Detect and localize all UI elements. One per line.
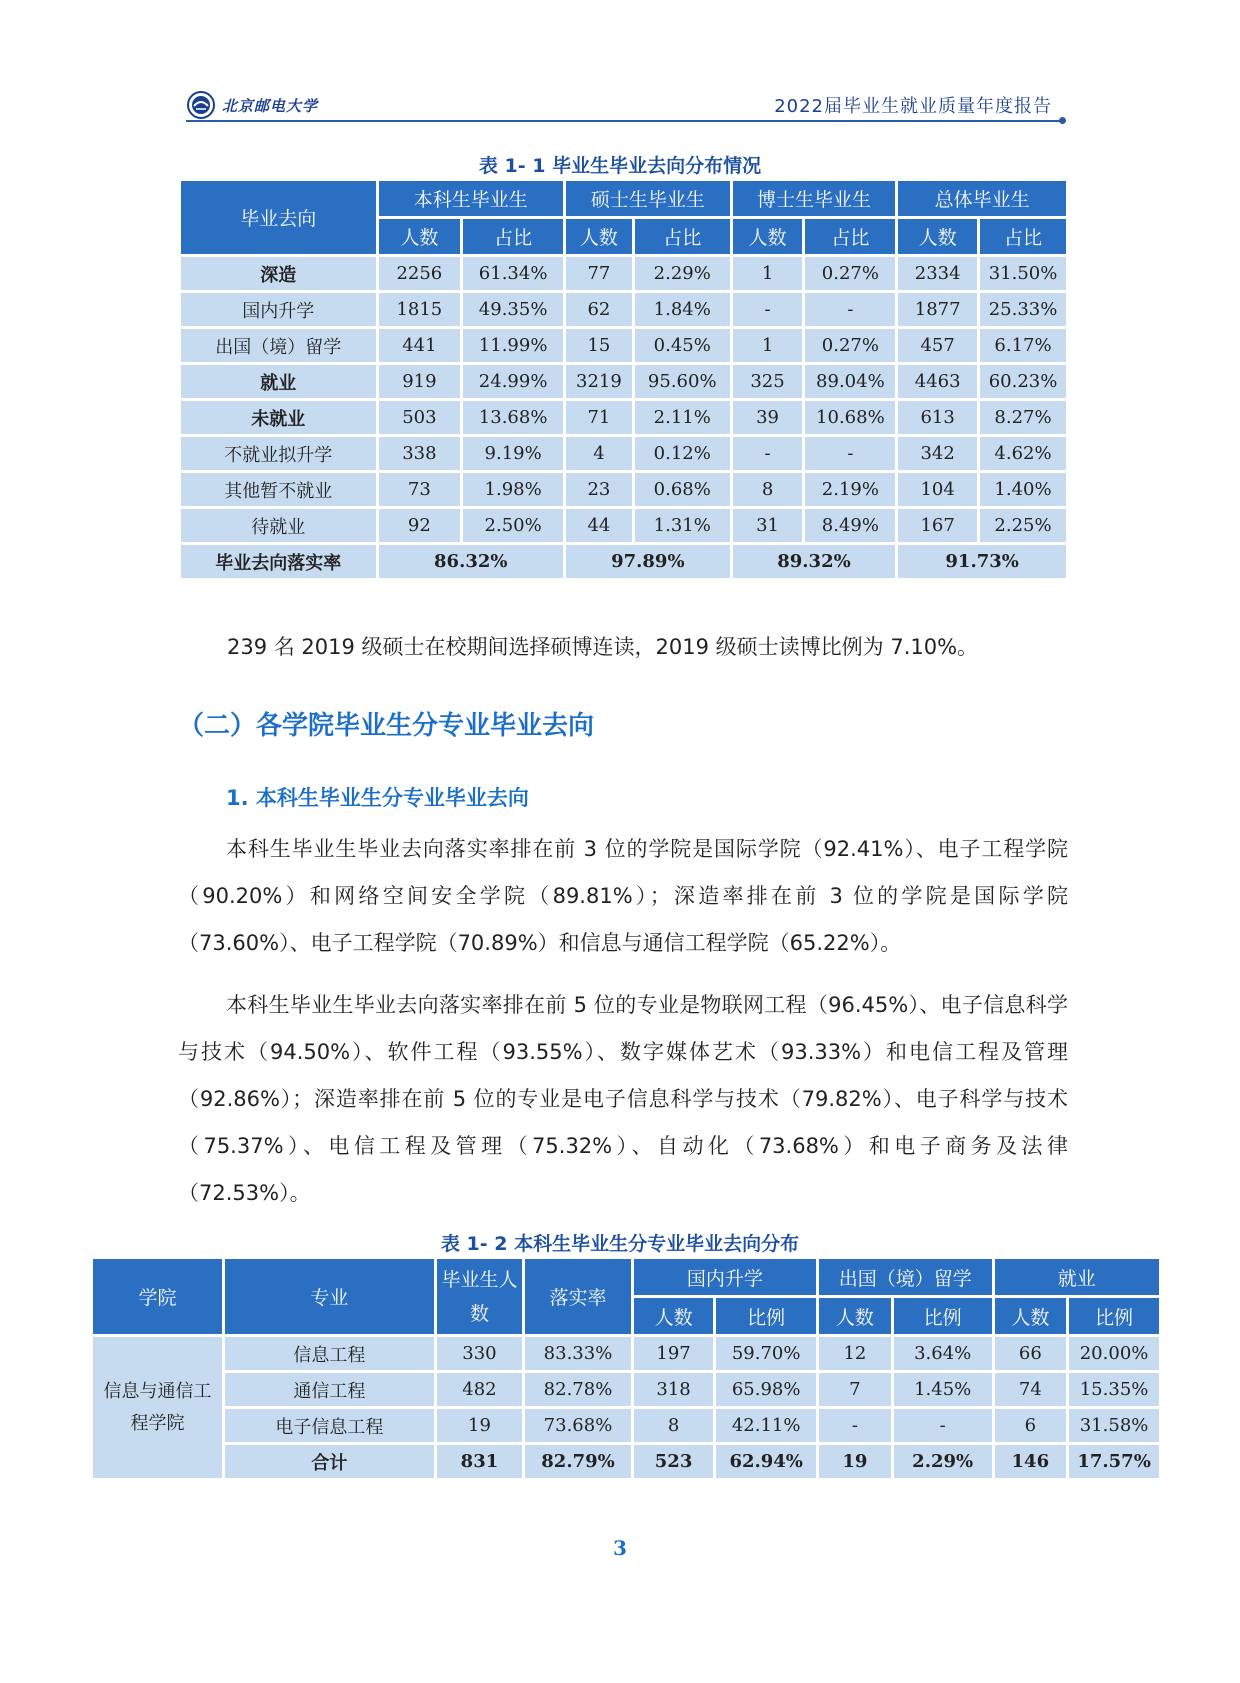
- table-total-row: [181, 545, 1066, 578]
- header-divider-dot: [1059, 117, 1066, 124]
- table-cell: 11.99%: [463, 329, 563, 362]
- table-cell: 4.62%: [980, 437, 1066, 470]
- table2-header-rate: 落实率: [525, 1259, 631, 1334]
- table-row: [181, 365, 1066, 398]
- row-label: 未就业: [181, 401, 376, 434]
- table-cell: 39: [733, 401, 803, 434]
- table-cell: 613: [898, 401, 977, 434]
- table-cell: 1.45%: [894, 1373, 992, 1406]
- subsection-title: 1. 本科生毕业生分专业毕业去向: [226, 786, 529, 810]
- table2-header-major: 专业: [225, 1259, 434, 1334]
- page-header: [186, 86, 1066, 120]
- table-cell: 62: [566, 293, 632, 326]
- table-cell: 44: [566, 509, 632, 542]
- table-cell: 49.35%: [463, 293, 563, 326]
- table-cell: -: [819, 1409, 891, 1442]
- total-cell: 82.79%: [525, 1445, 631, 1478]
- total-cell: 19: [819, 1445, 891, 1478]
- table2-subheader-count: 人数: [634, 1298, 714, 1334]
- table-cell: 73.68%: [525, 1409, 631, 1442]
- graduate-destination-table: [178, 178, 1069, 581]
- table-row: [93, 1409, 1159, 1442]
- table-cell: 0.45%: [635, 329, 730, 362]
- table-cell: 13.68%: [463, 401, 563, 434]
- paragraph-college-ranking: 本科生毕业生毕业去向落实率排在前 3 位的学院是国际学院（92.41%）、电子工程学院（90.20%）和网络空间安全学院（89.81%）；深造率排在前 3 位的学院是国际学院（73.60%）、电子工程学院（70.89%）和信息与通信工程学院（65.22%）。: [178, 837, 1068, 955]
- table-cell: 24.99%: [463, 365, 563, 398]
- table-cell: 74: [995, 1373, 1067, 1406]
- page-number: 3: [613, 1536, 627, 1560]
- report-title: 2022届毕业生就业质量年度报告: [774, 96, 1052, 117]
- table-cell: 19: [437, 1409, 522, 1442]
- table-cell: 1.98%: [463, 473, 563, 506]
- table-cell: 0.68%: [635, 473, 730, 506]
- table-cell: 9.19%: [463, 437, 563, 470]
- table-row: [181, 401, 1066, 434]
- table2-subheader-ratio: 比例: [894, 1298, 992, 1334]
- table-row: [93, 1373, 1159, 1406]
- table-cell: 6: [995, 1409, 1067, 1442]
- table1-subheader-count: 人数: [566, 219, 632, 254]
- table1-subheader-count: 人数: [898, 219, 977, 254]
- table1-header-doctor: 博士生毕业生: [733, 181, 896, 216]
- table-cell: 1.40%: [980, 473, 1066, 506]
- table-cell: 325: [733, 365, 803, 398]
- table-cell: -: [805, 437, 895, 470]
- table1-subheader-count: 人数: [379, 219, 461, 254]
- total-cell: 2.29%: [894, 1445, 992, 1478]
- table-cell: 0.27%: [805, 257, 895, 290]
- paragraph-major-ranking: 本科生毕业生毕业去向落实率排在前 5 位的专业是物联网工程（96.45%）、电子信息科学与技术（94.50%）、软件工程（93.55%）、数字媒体艺术（93.33%）和电信工程及管理（92.86%）；深造率排在前 5 位的专业是电子信息科学与技术（79.82%）、电子科学与技术（75.37%）、电信工程及管理（75.32%）、自动化（73.68%）和电子商务及法律（72.53%）。: [178, 993, 1068, 1205]
- table2-header-abroad: 出国（境）留学: [819, 1259, 992, 1295]
- table-cell: 83.33%: [525, 1337, 631, 1370]
- table-row: [181, 329, 1066, 362]
- table-cell: 92: [379, 509, 461, 542]
- table1-subheader-count: 人数: [733, 219, 803, 254]
- table-cell: 104: [898, 473, 977, 506]
- table1-header-destination: 毕业去向: [181, 181, 376, 254]
- table-cell: -: [733, 437, 803, 470]
- table1-caption: 表 1- 1 毕业生毕业去向分布情况: [478, 155, 762, 177]
- table-row: [181, 437, 1066, 470]
- table-total-row: [93, 1445, 1159, 1478]
- table-cell: 6.17%: [980, 329, 1066, 362]
- table-cell: 89.04%: [805, 365, 895, 398]
- table-cell: 1: [733, 329, 803, 362]
- table-cell: 0.12%: [635, 437, 730, 470]
- table-cell: 2.11%: [635, 401, 730, 434]
- table1-header-master: 硕士生毕业生: [566, 181, 730, 216]
- table-cell: 2.25%: [980, 509, 1066, 542]
- table-cell: 0.27%: [805, 329, 895, 362]
- table-cell: 2.50%: [463, 509, 563, 542]
- table-cell: 482: [437, 1373, 522, 1406]
- table-cell: 1.31%: [635, 509, 730, 542]
- table-cell: 4463: [898, 365, 977, 398]
- total-cell: 86.32%: [379, 545, 564, 578]
- total-cell: 62.94%: [716, 1445, 816, 1478]
- university-logo: [186, 90, 318, 120]
- table1-subheader-ratio: 占比: [635, 219, 730, 254]
- table-cell: -: [894, 1409, 992, 1442]
- header-divider: [186, 120, 1064, 122]
- table-cell: 3.64%: [894, 1337, 992, 1370]
- table2-header-employment: 就业: [995, 1259, 1159, 1295]
- table-cell: 1877: [898, 293, 977, 326]
- row-label: 不就业拟升学: [181, 437, 376, 470]
- table-row: [181, 257, 1066, 290]
- table2-subheader-count: 人数: [995, 1298, 1067, 1334]
- total-label: 合计: [225, 1445, 434, 1478]
- table-cell: 3219: [566, 365, 632, 398]
- total-cell: 831: [437, 1445, 522, 1478]
- major-destination-table: [90, 1256, 1162, 1481]
- table2-subheader-count: 人数: [819, 1298, 891, 1334]
- table1-subheader-ratio: 占比: [805, 219, 895, 254]
- total-cell: 523: [634, 1445, 714, 1478]
- table-cell: 12: [819, 1337, 891, 1370]
- table-cell: 82.78%: [525, 1373, 631, 1406]
- table2-header-college: 学院: [93, 1259, 222, 1334]
- table-cell: 66: [995, 1337, 1067, 1370]
- table-cell: 8.49%: [805, 509, 895, 542]
- table-cell: 10.68%: [805, 401, 895, 434]
- table-cell: 25.33%: [980, 293, 1066, 326]
- table-cell: 23: [566, 473, 632, 506]
- table-cell: 7: [819, 1373, 891, 1406]
- table-cell: 8: [634, 1409, 714, 1442]
- table-cell: 457: [898, 329, 977, 362]
- table1-header-overall: 总体毕业生: [898, 181, 1066, 216]
- row-label: 待就业: [181, 509, 376, 542]
- major-name: 电子信息工程: [225, 1409, 434, 1442]
- table1-header-undergrad: 本科生毕业生: [379, 181, 564, 216]
- major-name: 信息工程: [225, 1337, 434, 1370]
- table-cell: 167: [898, 509, 977, 542]
- table-cell: 2.29%: [635, 257, 730, 290]
- table1-subheader-ratio: 占比: [463, 219, 563, 254]
- table2-caption: 表 1- 2 本科生毕业生分专业毕业去向分布: [440, 1233, 800, 1255]
- table-cell: 441: [379, 329, 461, 362]
- table-cell: 1.84%: [635, 293, 730, 326]
- table-row: [93, 1337, 1159, 1370]
- table-cell: 61.34%: [463, 257, 563, 290]
- major-name: 通信工程: [225, 1373, 434, 1406]
- table-cell: 31: [733, 509, 803, 542]
- table-cell: 31.58%: [1069, 1409, 1159, 1442]
- table2-header-graduates: 毕业生人数: [437, 1259, 522, 1334]
- table1-subheader-ratio: 占比: [980, 219, 1066, 254]
- table-cell: 338: [379, 437, 461, 470]
- table-row: [181, 293, 1066, 326]
- total-cell: 91.73%: [898, 545, 1066, 578]
- table2-header-domestic: 国内升学: [634, 1259, 816, 1295]
- table-cell: 20.00%: [1069, 1337, 1159, 1370]
- row-label: 出国（境）留学: [181, 329, 376, 362]
- table-cell: 42.11%: [716, 1409, 816, 1442]
- table-cell: 2.19%: [805, 473, 895, 506]
- total-cell: 17.57%: [1069, 1445, 1159, 1478]
- row-label: 就业: [181, 365, 376, 398]
- logo-text: 北京邮电大学: [222, 96, 319, 115]
- total-cell: 146: [995, 1445, 1067, 1478]
- table-cell: 95.60%: [635, 365, 730, 398]
- table-cell: 31.50%: [980, 257, 1066, 290]
- table-cell: 342: [898, 437, 977, 470]
- row-label: 国内升学: [181, 293, 376, 326]
- table-cell: 15: [566, 329, 632, 362]
- section-title: （二）各学院毕业生分专业毕业去向: [178, 711, 595, 741]
- table-cell: -: [805, 293, 895, 326]
- table-cell: 8: [733, 473, 803, 506]
- row-label: 其他暂不就业: [181, 473, 376, 506]
- table-cell: 330: [437, 1337, 522, 1370]
- total-cell: 89.32%: [733, 545, 896, 578]
- table-cell: 65.98%: [716, 1373, 816, 1406]
- table-row: [181, 509, 1066, 542]
- table-row: [181, 473, 1066, 506]
- table-cell: 71: [566, 401, 632, 434]
- total-cell: 97.89%: [566, 545, 730, 578]
- table-cell: 4: [566, 437, 632, 470]
- table-cell: 318: [634, 1373, 714, 1406]
- college-name: 信息与通信工程学院: [93, 1337, 222, 1478]
- table-cell: 919: [379, 365, 461, 398]
- table-cell: 77: [566, 257, 632, 290]
- phd-transfer-note: 239 名 2019 级硕士在校期间选择硕博连读，2019 级硕士读博比例为 7.10%。: [227, 635, 979, 659]
- table-cell: 73: [379, 473, 461, 506]
- university-emblem-icon: [186, 90, 216, 120]
- table-cell: 2334: [898, 257, 977, 290]
- row-label: 深造: [181, 257, 376, 290]
- table-cell: 59.70%: [716, 1337, 816, 1370]
- table2-subheader-ratio: 比例: [716, 1298, 816, 1334]
- table-cell: 60.23%: [980, 365, 1066, 398]
- table-cell: 1815: [379, 293, 461, 326]
- table2-subheader-ratio: 比例: [1069, 1298, 1159, 1334]
- table-cell: -: [733, 293, 803, 326]
- total-label: 毕业去向落实率: [181, 545, 376, 578]
- table-cell: 197: [634, 1337, 714, 1370]
- table-cell: 8.27%: [980, 401, 1066, 434]
- table-cell: 503: [379, 401, 461, 434]
- table-cell: 15.35%: [1069, 1373, 1159, 1406]
- table-cell: 1: [733, 257, 803, 290]
- table-cell: 2256: [379, 257, 461, 290]
